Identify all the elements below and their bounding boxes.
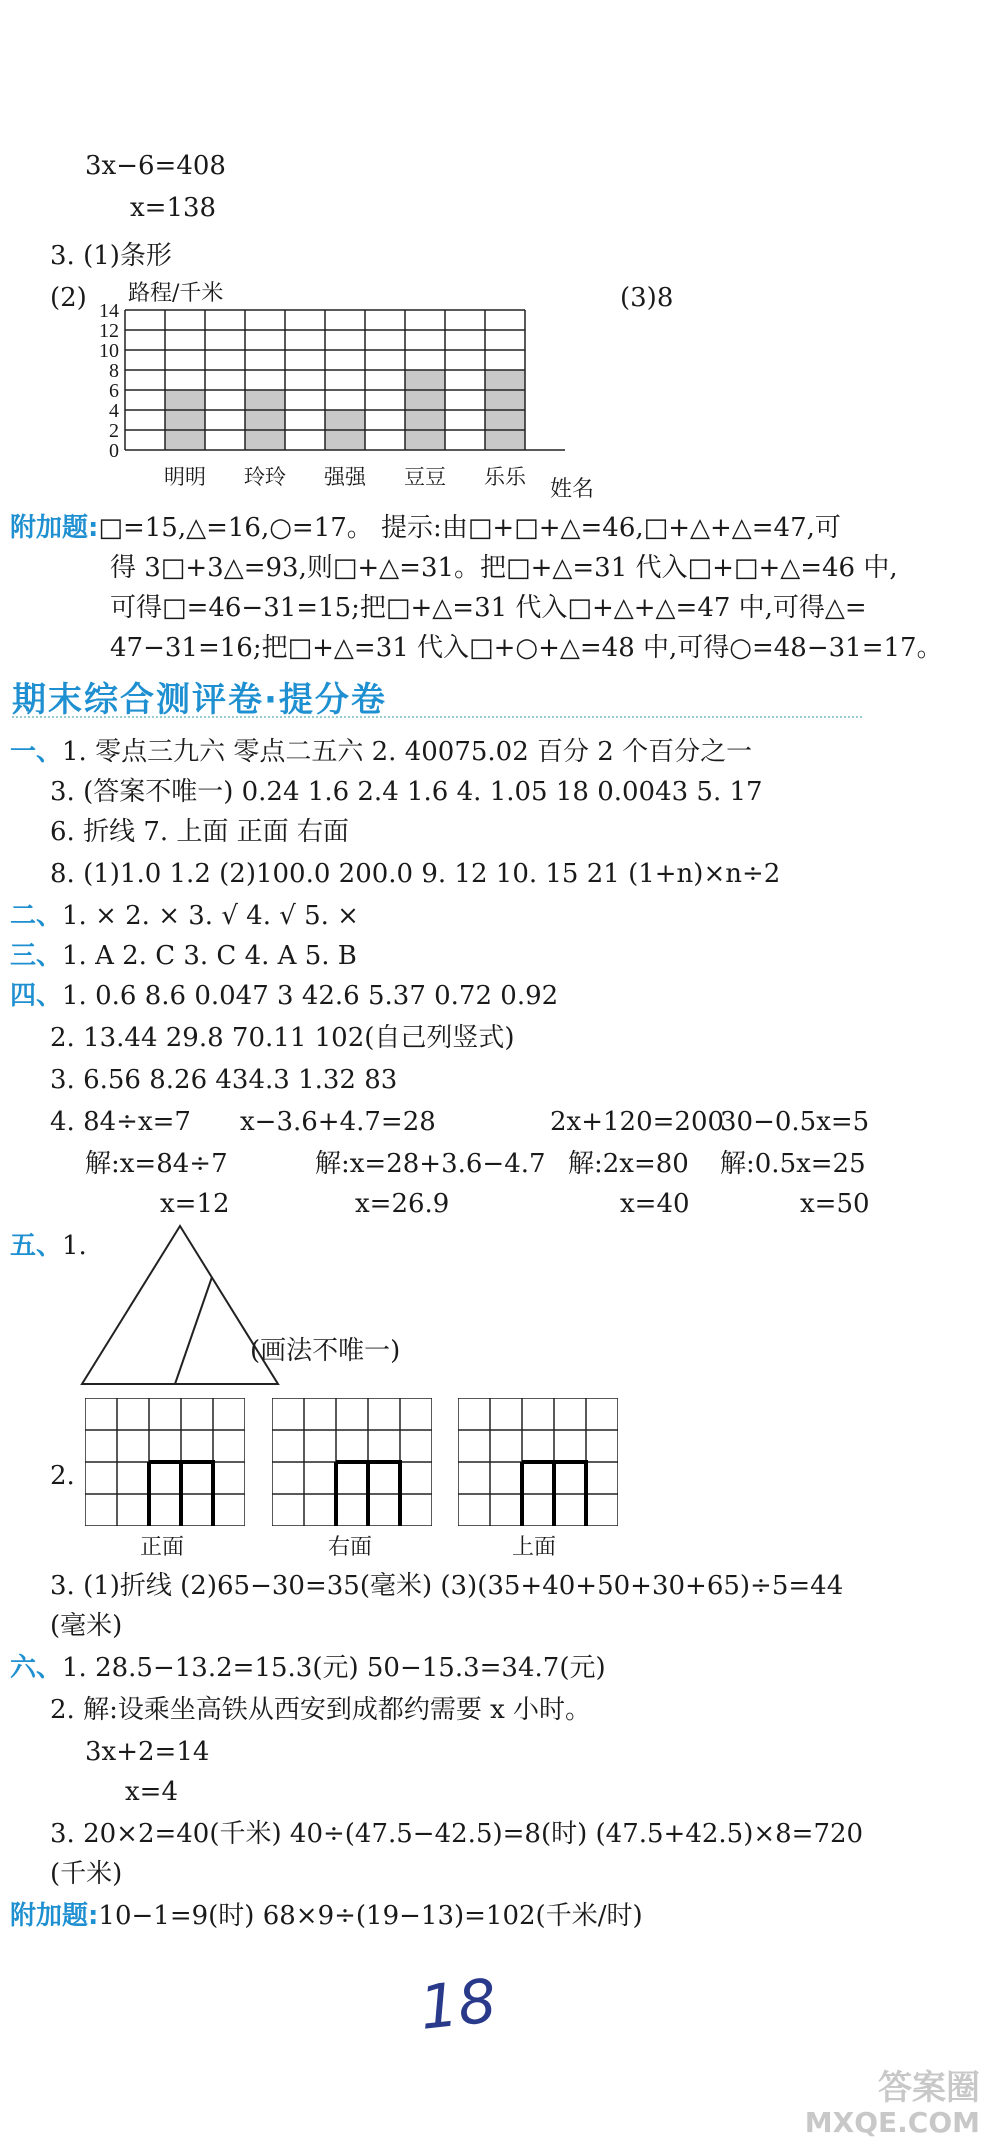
triangle-figure (80, 1224, 280, 1394)
equation-b: 解:2x=80 (568, 1149, 689, 1179)
equation-line: 3x−6=408 (85, 151, 226, 181)
section-label: 三、 (10, 941, 63, 971)
view-label-side: 右面 (328, 1535, 373, 1560)
y-tick-label: 12 (99, 320, 119, 342)
equation-c: x=12 (160, 1189, 230, 1219)
x-category-label: 玲玲 (244, 465, 286, 489)
section-label: 一、 (10, 737, 63, 767)
answer-text: (毫米) (50, 1611, 123, 1641)
equation-c: x=50 (800, 1189, 870, 1219)
y-tick-label: 8 (109, 360, 119, 382)
answer-text: 3. 20×2=40(千米) 40÷(47.5−42.5)=8(时) (47.5+42.5)×8=720 (50, 1819, 864, 1849)
section-label: 二、 (10, 901, 63, 931)
x-category-label: 豆豆 (404, 465, 446, 489)
x-category-label: 明明 (164, 465, 206, 489)
x-category-label: 强强 (324, 465, 366, 489)
answer-text: 得 3□+3△=93,则□+△=31。把□+△=31 代入□+□+△=46 中, (110, 553, 898, 583)
answer-text: 2. 13.44 29.8 70.11 102(自己列竖式) (50, 1023, 515, 1053)
bar-玲玲 (245, 390, 285, 450)
watermark-url: MXQE.COM (804, 2106, 980, 2139)
equation-b: 解:0.5x=25 (720, 1149, 866, 1179)
y-tick-label: 2 (109, 420, 119, 442)
answer-text: 可得□=46−31=15;把□+△=31 代入□+△+△=47 中,可得△= (110, 593, 867, 623)
extra-label: 附加题: (10, 513, 99, 543)
answer-text: 1. A 2. C 3. C 4. A 5. B (62, 941, 357, 971)
answer-text: 1. × 2. × 3. √ 4. √ 5. × (62, 901, 359, 931)
equation-a: x−3.6+4.7=28 (240, 1107, 436, 1137)
equation-line: x=4 (125, 1777, 178, 1807)
question-number: 1. (62, 1231, 87, 1261)
answer-text: 47−31=16;把□+△=31 代入□+○+△=48 中,可得○=48−31=17。 (110, 633, 943, 663)
y-tick-label: 10 (99, 340, 119, 362)
section-title: 期末综合测评卷·提分卷 (12, 680, 387, 720)
answer-text: 3. (1)折线 (2)65−30=35(毫米) (3)(35+40+50+30+65)÷5=44 (50, 1571, 844, 1601)
extra-label: 附加题: (10, 1901, 99, 1931)
bar-chart (85, 290, 645, 510)
equation-line: x=138 (130, 193, 217, 223)
x-category-label: 乐乐 (484, 465, 526, 489)
equation-b: 解:x=84÷7 (85, 1149, 228, 1179)
front-view-grid (85, 1398, 245, 1526)
chart-ylabel: 路程/千米 (128, 281, 224, 306)
drawing-note: (画法不唯一) (250, 1336, 401, 1366)
answer-text: 1. 28.5−13.2=15.3(元) 50−15.3=34.7(元) (62, 1653, 606, 1683)
answer-text: (千米) (50, 1859, 123, 1889)
y-tick-label: 0 (109, 440, 119, 462)
answer-text: 8. (1)1.0 1.2 (2)100.0 200.0 9. 12 10. 15 21 (1+n)×n÷2 (50, 859, 781, 889)
equation-line: 3x+2=14 (85, 1737, 210, 1767)
answer-text: 3. (答案不唯一) 0.24 1.6 2.4 1.6 4. 1.05 18 0.0043 5. 17 (50, 777, 763, 807)
answer-text: 1. 0.6 8.6 0.047 3 42.6 5.37 0.72 0.92 (62, 981, 559, 1011)
side-view-grid (272, 1398, 432, 1526)
top-view-grid (458, 1398, 618, 1526)
y-tick-label: 4 (109, 400, 119, 422)
answer-text: 1. 零点三九六 零点二五六 2. 40075.02 百分 2 个百分之一 (62, 737, 753, 767)
bar-明明 (165, 390, 205, 450)
answer-text: 2. 解:设乘坐高铁从西安到成都约需要 x 小时。 (50, 1695, 592, 1725)
answer-text: 10−1=9(时) 68×9÷(19−13)=102(千米/时) (98, 1901, 643, 1931)
page-number: 18 (416, 1966, 500, 2044)
answer-text: 3. 6.56 8.26 434.3 1.32 83 (50, 1065, 398, 1095)
view-label-front: 正面 (140, 1535, 185, 1560)
section-label: 六、 (10, 1653, 63, 1683)
section-label: 四、 (10, 981, 63, 1011)
answer-text: □=15,△=16,○=17。 提示:由□+□+△=46,□+△+△=47,可 (98, 513, 841, 543)
question-text: (3)8 (620, 283, 674, 313)
section-label: 五、 (10, 1231, 63, 1261)
answer-text: 6. 折线 7. 上面 正面 右面 (50, 817, 349, 847)
equation-a: 30−0.5x=5 (720, 1107, 870, 1137)
y-tick-label: 14 (99, 300, 119, 322)
equation-c: x=40 (620, 1189, 690, 1219)
equation-a: 2x+120=200 (550, 1107, 725, 1137)
question-text: 3. (1)条形 (50, 241, 172, 271)
question-number: 2. (50, 1461, 75, 1491)
watermark-logo: 答案圈 (878, 2068, 980, 2108)
title-rule (12, 716, 862, 718)
question-text: (2) (50, 283, 87, 313)
y-tick-label: 6 (109, 380, 119, 402)
equation-c: x=26.9 (355, 1189, 450, 1219)
view-label-top: 上面 (512, 1535, 557, 1560)
equation-a: 4. 84÷x=7 (50, 1107, 191, 1137)
equation-b: 解:x=28+3.6−4.7 (315, 1149, 546, 1179)
chart-xlabel: 姓名 (550, 477, 595, 502)
